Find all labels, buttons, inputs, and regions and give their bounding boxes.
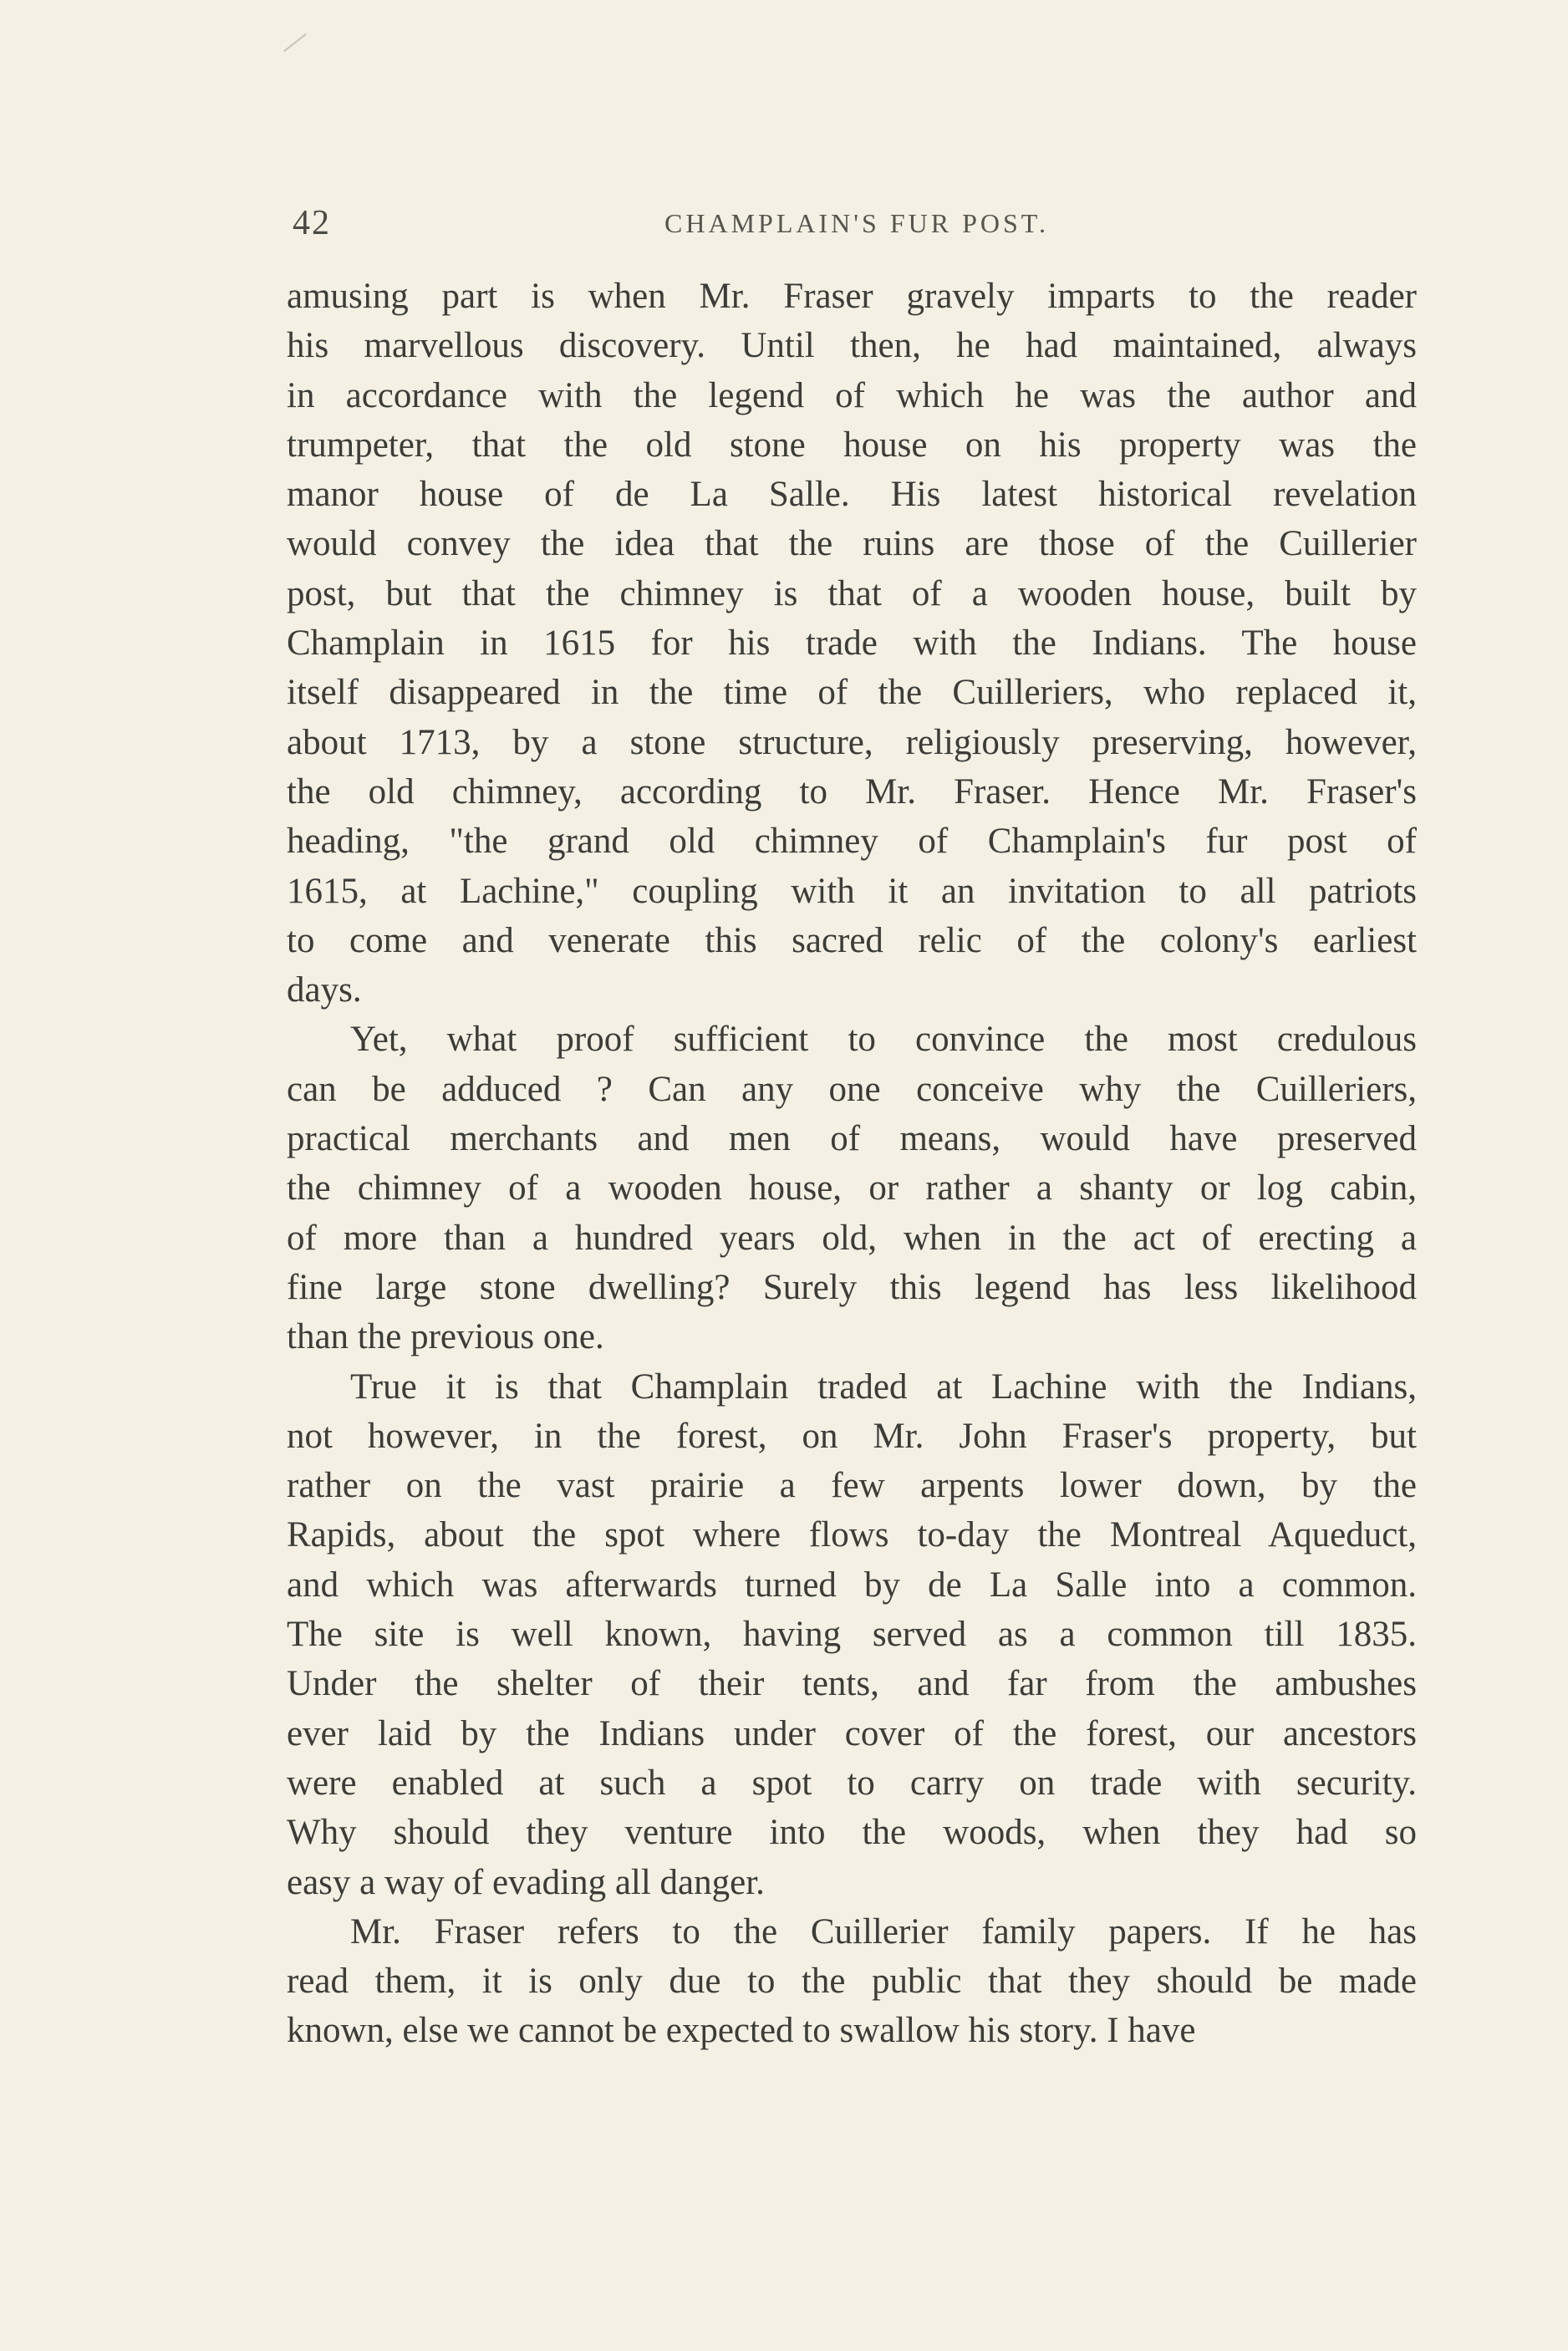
text-line: the chimney of a wooden house, or rather a shanty or log cabin, xyxy=(287,1168,1417,1209)
text-line: manor house of de La Salle. His latest historical revelation xyxy=(287,475,1417,515)
text-line: Under the shelter of their tents, and far from the ambushes xyxy=(287,1664,1417,1704)
page-header xyxy=(293,203,1421,253)
text-line: than the previous one. xyxy=(287,1317,604,1357)
text-line: not however, in the forest, on Mr. John Fraser's property, but xyxy=(287,1416,1417,1456)
text-line: read them, it is only due to the public that they should be made xyxy=(287,1962,1417,2002)
text-line: amusing part is when Mr. Fraser gravely imparts to the reader xyxy=(287,277,1417,316)
text-line: known, else we cannot be expected to swallow his story. I have xyxy=(287,2011,1196,2051)
text-line: The site is well known, having served as a common till 1835. xyxy=(287,1615,1417,1655)
text-line: itself disappeared in the time of the Cuilleriers, who replaced it, xyxy=(287,673,1417,713)
text-line: practical merchants and men of means, would have preserved xyxy=(287,1119,1417,1159)
paragraph xyxy=(287,1907,1417,2056)
text-line: Yet, what proof sufficient to convince the most credulous xyxy=(350,1020,1417,1060)
text-line: about 1713, by a stone structure, religiously preserving, however, xyxy=(287,722,1417,762)
paragraph xyxy=(287,1015,1417,1361)
text-line: were enabled at such a spot to carry on trade with security. xyxy=(287,1763,1417,1803)
text-line: rather on the vast prairie a few arpents lower down, by the xyxy=(287,1466,1417,1506)
paragraph xyxy=(287,1362,1417,1907)
text-line: ever laid by the Indians under cover of the forest, our ancestors xyxy=(287,1713,1417,1753)
text-line: in accordance with the legend of which he was the author and xyxy=(287,375,1417,415)
body-text xyxy=(287,272,1417,2056)
running-head: CHAMPLAIN'S FUR POST. xyxy=(664,208,1049,238)
page-number: 42 xyxy=(293,204,331,242)
text-line: easy a way of evading all danger. xyxy=(287,1862,765,1902)
text-line: his marvellous discovery. Until then, he had maintained, always xyxy=(287,326,1417,366)
text-line: True it is that Champlain traded at Lachine with the Indians, xyxy=(350,1366,1417,1407)
pencil-mark xyxy=(283,33,307,53)
text-line: Why should they venture into the woods, when they had so xyxy=(287,1813,1417,1853)
paragraph xyxy=(287,272,1417,1015)
text-line: the old chimney, according to Mr. Fraser. Hence Mr. Fraser's xyxy=(287,771,1417,812)
text-line: days. xyxy=(287,970,362,1010)
text-line: trumpeter, that the old stone house on his property was the xyxy=(287,425,1417,465)
text-line: 1615, at Lachine," coupling with it an invitation to all patriots xyxy=(287,871,1417,911)
text-line: Rapids, about the spot where flows to-day the Montreal Aqueduct, xyxy=(287,1515,1417,1555)
text-line: post, but that the chimney is that of a wooden house, built by xyxy=(287,573,1417,613)
text-line: of more than a hundred years old, when in the act of erecting a xyxy=(287,1218,1417,1258)
text-line: fine large stone dwelling? Surely this legend has less likelihood xyxy=(287,1267,1417,1307)
text-line: and which was afterwards turned by de La Salle into a common. xyxy=(287,1565,1417,1605)
text-line: can be adduced ? Can any one conceive why the Cuilleriers, xyxy=(287,1069,1417,1109)
text-line: Champlain in 1615 for his trade with the Indians. The house xyxy=(287,623,1417,664)
text-line: to come and venerate this sacred relic of the colony's earliest xyxy=(287,920,1417,960)
text-line: heading, "the grand old chimney of Champlain's fur post of xyxy=(287,822,1417,862)
text-line: would convey the idea that the ruins are those of the Cuillerier xyxy=(287,524,1417,564)
text-line: Mr. Fraser refers to the Cuillerier family papers. If he has xyxy=(350,1911,1417,1952)
